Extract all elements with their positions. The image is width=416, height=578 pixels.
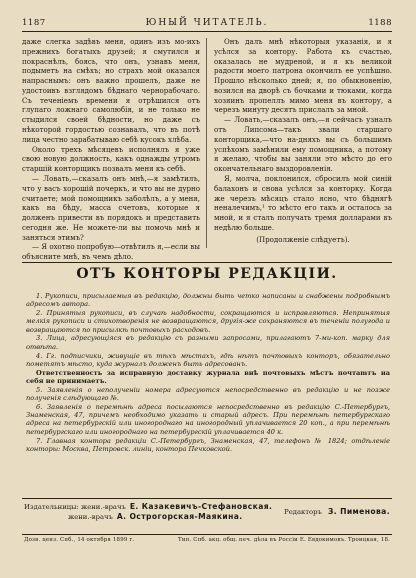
editor-name: З. Пименова. xyxy=(327,507,390,516)
publisher-label: жени.-врачъ xyxy=(68,513,113,521)
notice-item: 5. Заявленія о неполученіи номера адресуются непосредственно въ редакцію и не позже полученія слѣдующаго №. xyxy=(26,385,390,403)
page-number-right: 1188 xyxy=(368,18,392,28)
journal-title: ЮНЫЙ ЧИТАТЕЛЬ. xyxy=(145,18,269,28)
notice-item: 3. Лица, адресующіяся въ редакцію съ разными запросами, прилагаютъ 7-ми-коп. марку для отвѣта. xyxy=(26,334,390,351)
editor-label: Редакторъ xyxy=(284,508,322,516)
page-number-left: 1187 xyxy=(22,18,46,28)
editor xyxy=(284,507,390,517)
publishers-rule xyxy=(22,498,392,499)
paragraph: Онъ далъ мнѣ нѣкоторыя указанія, и я усѣлся за контору. Работа къ счастью, оказалась не мудреной, и я къ великой радости моего патрона окончилъ ее успѣшно. Прошло нѣсколько дней; я, по обыкновенію, возился на дворѣ съ бочками и тюками, когда хозяинъ пропеллъ мимо меня въ контору, а черезъ минуту десятъ прислалъ за мной. xyxy=(214,37,392,115)
paragraph: — Ловать,—сказалъ онъ,—я сейчасъ узналъ отъ Липсома—такъ звали старшаго конторщика,—что на-дняхъ вы съ большимъ успѣхомъ замѣнили ему помощника, а потому я желаю, чтобы вы заняли это мѣсто до его окончательнаго выздоровленія. xyxy=(214,115,392,174)
notice-item: 4. Гг. подписчики, живущіе въ тѣхъ мѣстахъ, гдѣ нѣтъ почтовыхъ конторъ, обязательно пометятъ мѣсто, куда журналъ долженъ быть адресованъ. xyxy=(26,351,390,368)
section-title: ОТЪ КОНТОРЫ РЕДАКЦІИ. xyxy=(76,266,338,282)
notice-item: 2. Принятыя рукописи, въ случаѣ надобности, сокращаются и исправляются. Непринятыя мелкія рукописи и стихотворенія не возвращаются, другія-же сохраняются въ теченіи полугода и возвращаются по присылкѣ почтовыхъ расходовъ. xyxy=(26,309,390,334)
right-column xyxy=(214,37,392,249)
publisher-label: Издательницы: жени.-врачъ xyxy=(24,503,126,511)
censor-permission: Дозв. ценз. Спб., 14 октября 1899 г. xyxy=(24,537,135,543)
left-column xyxy=(22,37,200,262)
imprint-footer xyxy=(24,537,390,547)
editorial-notices xyxy=(26,292,390,492)
continued-note: (Продолженіе слѣдуетъ). xyxy=(256,234,350,244)
publisher-name: Е. Казакевичъ-Стефановская. xyxy=(129,502,273,511)
notice-item: 7. Главная контора редакціи С.-Петербургъ, Знаменская, 47, телефонъ № 1824; отдѣленіе конторы: Москва, Петровск. линіи, контора Печковской. xyxy=(26,436,390,453)
text-columns xyxy=(22,37,392,262)
paragraph: Около трехъ мѣсяцевъ исполнялъ я уже свою новую должность, какъ однажды утромъ старшій конторщикъ позвалъ меня къ себѣ. xyxy=(22,144,200,174)
publisher-name: А. Острогорская-Маякина. xyxy=(116,512,243,521)
printer-imprint: Тип. Спб. акц. общ. печ. дѣла въ Россіи Е. Евдокимовъ. Троицкая, 18. xyxy=(178,537,390,543)
column-divider xyxy=(206,38,207,248)
paragraph: даже слегка задѣвъ меня, одинъ изъ мо-ихъ прежнихъ богатыхъ друзей; я смутился и покраснѣлъ, боясь, что онъ, узнавъ меня, подыметъ на смѣхъ; но страхъ мой оказался напраснымъ: онъ важно прошелъ, даже не удостоивъ взглядомъ бѣднаго чернорабочаго. Съ теченіемъ времени я отрѣшился отъ глупаго ложнаго самолюбія, и не только не стыдился своей бѣдности, но даже съ нѣкоторой гордостью сознавалъ, что въ потѣ лица честно зарабатываю себѣ кусокъ хлѣба. xyxy=(22,37,200,144)
notice-item-bold: Ответственность за исправную доставку журнала внѣ почтовыхъ мѣстъ почтаmтъ на себя не принимаетъ. xyxy=(26,368,390,385)
footer-rule xyxy=(22,534,392,535)
section-rule xyxy=(22,262,392,263)
publishers-block xyxy=(24,502,390,532)
header-rule xyxy=(22,31,392,32)
paragraph: Я, молча, поклонился, сбросилъ мой синій балахонъ и снова усѣлся за конторку. Когда же черезъ мѣсяцъ стало ясно, что бѣднягѣ неналечимъ,¹ то мѣсто его такъ и осталось за мной, и я сталъ получать тремя долларами въ недѣлю больше. xyxy=(214,173,392,232)
notice-item: 1. Рукописи, присылаемыя въ редакцію, должны быть четко написаны и снабжены подробнымъ адресомъ автора. xyxy=(26,292,390,309)
running-head xyxy=(22,16,392,30)
paragraph: — Я охотно попробую—отвѣтилъ я,—если вы объясните мнѣ, въ чемъ дѣло. xyxy=(22,242,200,262)
notice-item: 6. Заявленія о перемѣнѣ адреса посылаются непосредственно въ редакцію С.-Петербургъ, Знаменская, 47, причемъ необходимо указать и старый адресъ. При перемѣнѣ петербургскаго адреса на петербургскій или иногороднаго на иногородный уплачивается 20 коп., а при перемѣнѣ петербургскаго или иногороднаго на петербургскій уплачивается 40 к. xyxy=(26,402,390,436)
paragraph: — Ловать,—сказалъ онъ мнѣ,—я замѣтилъ, что у васъ хорошій почеркъ, и что вы не дурно считаете; мой помощникъ заболѣлъ, а у меня, какъ на бѣду, масса счетовъ, которые я долженъ привести въ порядокъ и представить сегодня же. Не можете-ли вы помочь мнѣ и заняться этимъ? xyxy=(22,173,200,242)
